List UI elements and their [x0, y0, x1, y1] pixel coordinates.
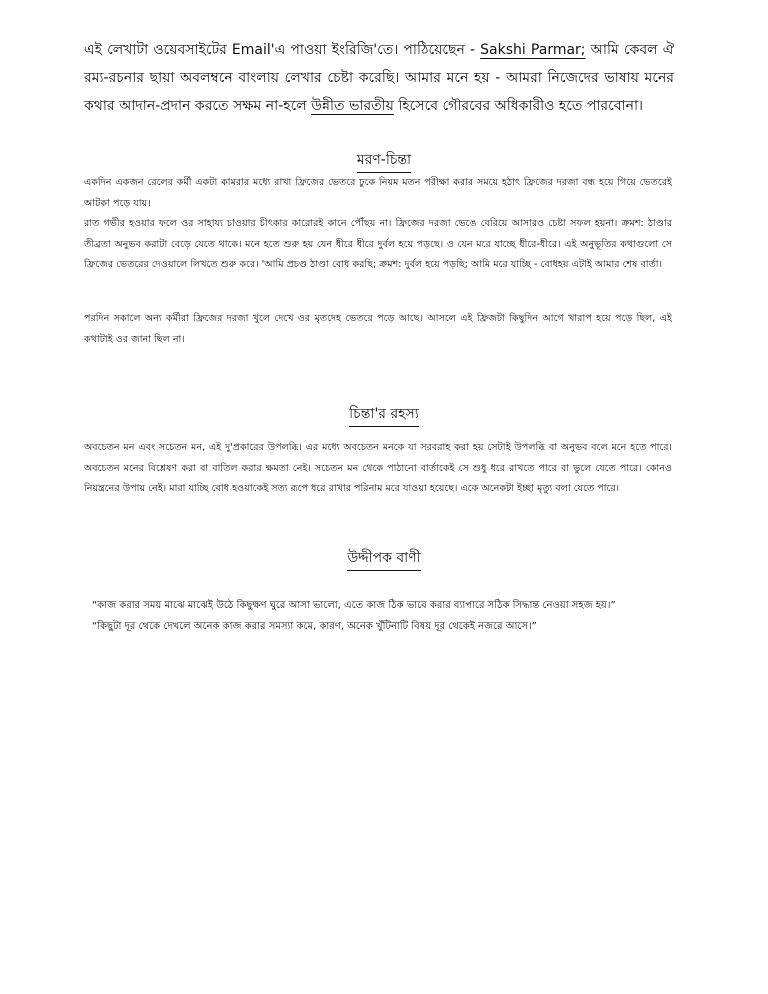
intro-text-part3: হিসেবে গৌরবের অধিকারীও হতে পারবোনা।	[393, 98, 644, 114]
author-name: Sakshi Parmar;	[480, 42, 586, 58]
intro-paragraph	[84, 36, 674, 120]
section-title-thought-mystery: চিন্তা'র রহস্য	[0, 404, 768, 427]
section-title-death-thought: মরণ-চিন্তা	[0, 150, 768, 173]
section-title-inspiring-quotes: উদ্দীপক বাণী	[0, 548, 768, 571]
quote-2: “কিছুটা দূর থেকে দেখলে অনেক কাজ করার সমস্যা কমে, কারণ, অনেক খুঁটিনাটি বিষয় দূর থেকেই নজরে আসে।”	[92, 621, 537, 632]
quote-1: “কাজ করার সময় মাঝে মাঝেই উঠে কিছুক্ষণ ঘুরে আসা ভালো, এতে কাজ ঠিক ভাবে করার ব্যাপারে সঠিক সিদ্ধান্ত নেওয়া সহজ হয়।”	[92, 600, 616, 611]
intro-text-part2: আমি কেবল ঐ রম্য-রচনার ছায়া অবলম্বনে বাংলায় লেখার চেষ্টা করেছি। আমার মনে হয় - আমরা নিজেদের ভাষায় মনের কথার আদান-প্রদান করতে সক্ষম না-হলে	[84, 42, 675, 114]
section1-paragraph-2: রাত গভীর হওয়ার ফলে ওর সাহায্য চাওয়ার চীৎকার কারোরই কানে পৌঁছয় না। ফ্রিজের দরজা ভেঙে বেরিয়ে আসারও চেষ্টা সফল হয়না। ক্রমশ: ঠাণ্ডার তীব্রতা অনুভব করাটা বেড়ে যেতে থাকে। মনে হতে শুরু হয় যেন ধীরে ধীরে দুর্বল হয়ে পড়ছে। ও যেন মরে যাচ্ছে ধীরে-ধীরে। এই অনুভূতির কথাগুলো সে ফ্রিজের ভেতরের দেওয়ালে লিখতে শুরু করে। 'আমি প্রচণ্ড ঠাণ্ডা বোধ করছি; ক্রমশ: দুর্বল হয়ে পড়ছি; আমি মরে যাচ্ছি - বোধহয় এটাই আমার শেষ বার্তা।	[84, 218, 672, 270]
section1-paragraph-1: একদিন একজন রেলের কর্মী একটা কামরার মধ্যে রাখা ফ্রিজের ভেতরে ঢুকে নিয়ম মতন পরীক্ষা করার সময়ে হঠাৎ ফ্রিজের দরজা বন্ধ হয়ে গিয়ে ভেতরেই আটকা পড়ে যায়।	[84, 177, 672, 209]
intro-highlight: উন্নীত ভারতীয়	[311, 98, 394, 114]
section1-paragraph-3: পরদিন সকালে অন্য কর্মীরা ফ্রিজের দরজা খুলে দেখে ওর মৃতদেহ ভেতরে পড়ে আছে। আসলে এই ফ্রিজটা কিছুদিন আগে খারাপ হয়ে পড়ে ছিল, এই কথাটাই ওর জানা ছিল না।	[84, 313, 672, 345]
section2-paragraph: অবচেতন মন এবং সচেতন মন, এই দু'প্রকারের উপলব্ধি। এর মধ্যে অবচেতন মনকে যা সরবরাহ করা হয় সেটাই উপলব্ধি বা অনুভব বলে মনে হতে পারে। অবচেতন মনের বিশ্লেষণ করা বা বাতিল করার ক্ষমতা নেই। সচেতন মন থেকে পাঠানো বার্তাকেই সে শুধু ধরে রাখতে পারে বা ভুলে যেতে পারে। কোনও নিয়ন্ত্রনের উপায় নেই। মারা যাচ্ছি বোধ হওয়াকেই সত্য রূপে ধরে রাখার পরিনাম মরে যাওয়া হয়েছে। একে অনেকটা ইচ্ছা মৃত্যু বলা যেতে পারে।	[84, 442, 672, 494]
intro-text-part1: এই লেখাটা ওয়েবসাইটের Email'এ পাওয়া ইংরিজি'তে। পাঠিয়েছেন -	[84, 42, 481, 58]
